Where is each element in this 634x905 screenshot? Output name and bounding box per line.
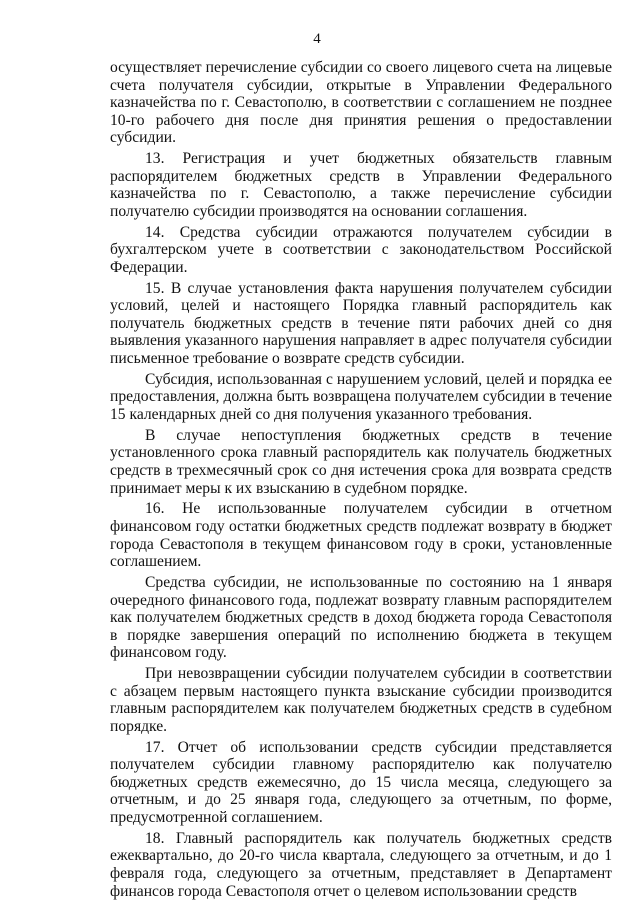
document-body [110,59,612,900]
paragraph-item-13: 13. Регистрация и учет бюджетных обязательств главным распорядителем бюджетных средств в Управлении Федерального казначейства по г. Севастополю, а также перечисление субсидии получателю субсидии производятся на основании соглашения. [110,150,612,220]
paragraph-item-16-january-return: Средства субсидии, не использованные по состоянию на 1 января очередного финансового года, подлежат возврату главным распорядителем как получателем бюджетных средств в доход бюджета города Севастополя в порядке завершения операций по исполнению бюджета в текущем финансовом году. [110,573,612,662]
paragraph-item-16-court-recovery: При невозвращении субсидии получателем субсидии в соответствии с абзацем первым настоящего пункта взыскание субсидии производится главным распорядителем как получателем бюджетных средств в судебном порядке. [110,665,612,735]
paragraph-item-15-return-term: Субсидия, использованная с нарушением условий, целей и порядка ее предоставления, должна быть возвращена получателем субсидии в течение 15 календарных дней со дня получения указанного требования. [110,370,612,424]
paragraph-continuation: осуществляет перечисление субсидии со своего лицевого счета на лицевые счета получателя субсидии, открытые в Управлении Федерального казначейства по г. Севастополю, в соответствии с соглашением не позднее 10-го рабочего дня после дня принятия решения о предоставлении субсидии. [110,59,612,147]
paragraph-item-14: 14. Средства субсидии отражаются получателем субсидии в бухгалтерском учете в соответствии с законодательством Российской Федерации. [110,223,612,276]
paragraph-item-15-court-recovery: В случае непоступления бюджетных средств в течение установленного срока главный распорядитель как получатель бюджетных средств в трехмесячный срок со дня истечения срока для возврата средств принимает меры к их взысканию в судебном порядке. [110,426,612,497]
paragraph-item-17: 17. Отчет об использовании средств субсидии представляется получателем субсидии главному распорядителю как получателю бюджетных средств ежемесячно, до 15 числа месяца, следующего за отчетным, и до 25 января года, следующего за отчетным, по форме, предусмотренной соглашением. [110,738,612,827]
paragraph-item-16: 16. Не использованные получателем субсидии в отчетном финансовом году остатки бюджетных средств подлежат возврату в бюджет города Севастополя в текущем финансовом году в сроки, установленные соглашением. [110,500,612,571]
page-number: 4 [313,31,321,47]
paragraph-item-18: 18. Главный распорядитель как получатель бюджетных средств ежеквартально, до 20-го числа квартала, следующего за отчетным, и до 1 февраля года, следующего за отчетным, представляет в Департамент финансов города Севастополя отчет о целевом использовании средств [110,829,612,900]
paragraph-item-15: 15. В случае установления факта нарушения получателем субсидии условий, целей и настоящего Порядка главный распорядитель как получатель бюджетных средств в течение пяти рабочих дней со дня выявления указанного нарушения направляет в адрес получателя субсидии письменное требование о возврате средств субсидии. [110,279,612,368]
